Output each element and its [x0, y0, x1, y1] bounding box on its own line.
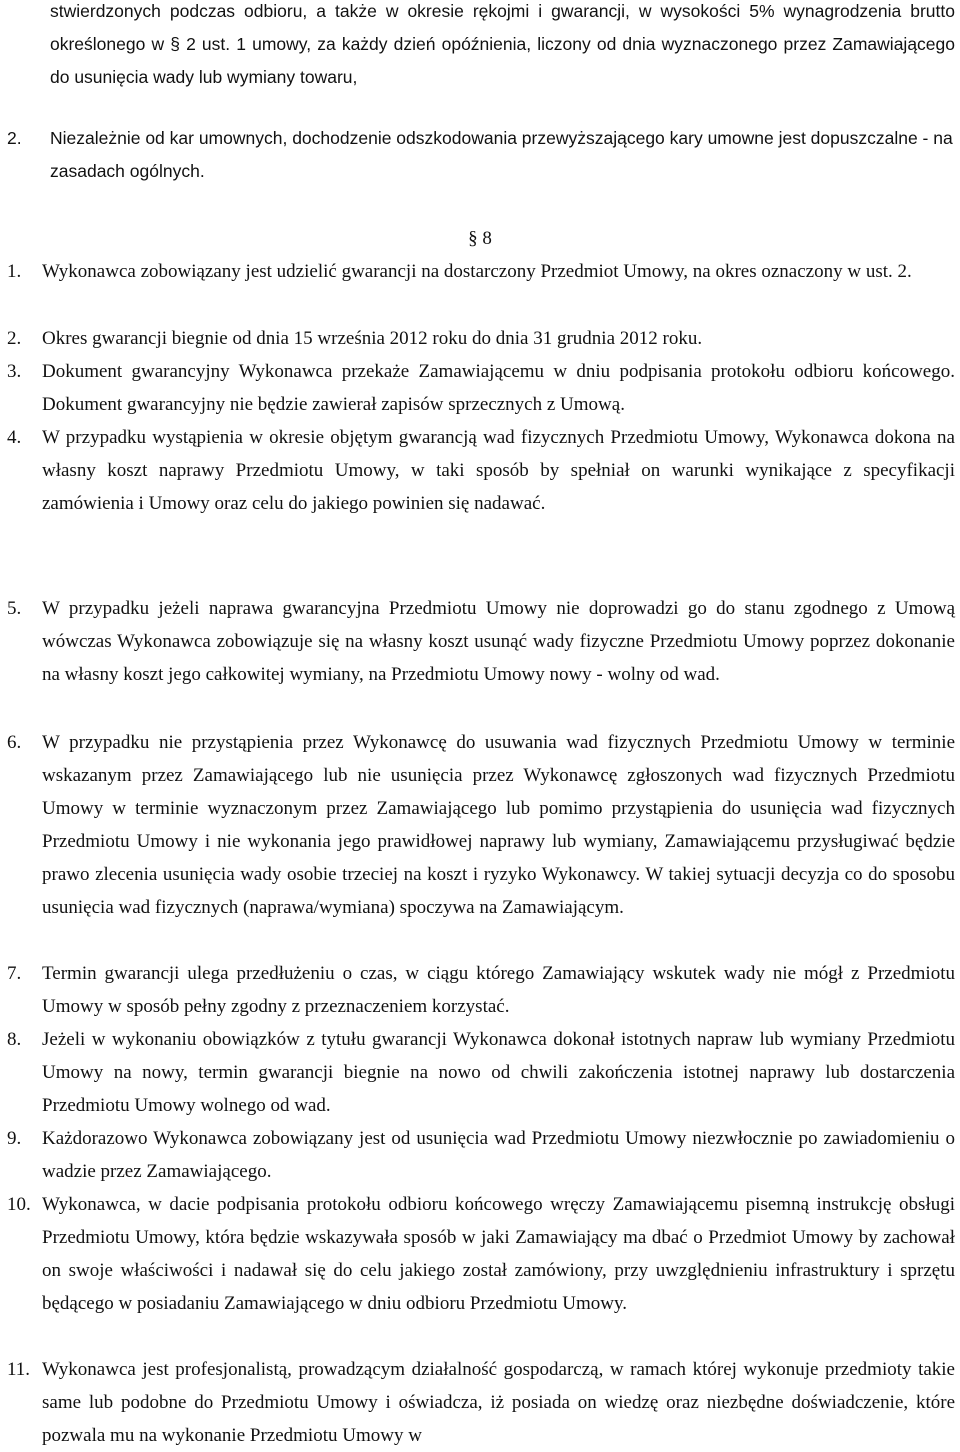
- item-text: Wykonawca zobowiązany jest udzielić gwarancji na dostarczony Przedmiot Umowy, na okres oznaczony w ust. 2.: [42, 261, 912, 282]
- item-text: W przypadku wystąpienia w okresie objętym gwarancją wad fizycznych Przedmiotu Umowy, Wykonawca dokona na własny koszt naprawy Przedmiotu Umowy, w taki sposób by spełniał on warunki wynikające z specyfikacji zamówienia i Umowy oraz celu do jakiego powinien się nadawać.: [42, 427, 955, 514]
- list-item: [7, 1353, 955, 1452]
- item-number: 5.: [7, 598, 22, 619]
- item-number: 1.: [7, 261, 22, 282]
- item-text: W przypadku nie przystąpienia przez Wykonawcę do usuwania wad fizycznych Przedmiotu Umowy w terminie wskazanym przez Zamawiającego lub nie usunięcia przez Wykonawcę zgłoszonych wad fizycznych Przedmiotu Umowy w terminie wyznaczonym przez Zamawiającego lub pomimo przystąpienia do usunięcia wad fizycznych Przedmiotu Umowy i nie wykonania jego prawidłowej naprawy lub wymiany, Zamawiającemu przysługiwać będzie prawo zlecenia usunięcia wady osobie trzeciej na koszt i ryzyko Wykonawcy. W takiej sytuacji decyzja co do sposobu usunięcia wad fizycznych (naprawa/wymiana) spoczywa na Zamawiającym.: [42, 732, 955, 918]
- item-number: 3.: [7, 361, 22, 382]
- item-text: Jeżeli w wykonaniu obowiązków z tytułu gwarancji Wykonawca dokonał istotnych napraw lub wymiany Przedmiotu Umowy na nowy, termin gwarancji biegnie na nowo od chwili zakończenia istotnej naprawy lub dostarczenia Przedmiotu Umowy wolnego od wad.: [42, 1029, 955, 1116]
- item-number: 7.: [7, 963, 22, 984]
- item-number: 6.: [7, 732, 22, 753]
- list-item: [7, 726, 955, 924]
- item-text: Wykonawca jest profesjonalistą, prowadzącym działalność gospodarczą, w ramach której wykonuje przedmioty takie same lub podobne do Przedmiotu Umowy i oświadcza, iż posiada on wiedzę oraz niezbędne doświadczenie, które pozwala mu na wykonanie Przedmiotu Umowy w: [42, 1359, 955, 1446]
- item-text: Okres gwarancji biegnie od dnia 15 września 2012 roku do dnia 31 grudnia 2012 roku.: [42, 328, 703, 349]
- list-item: [7, 1122, 955, 1188]
- list-item: [7, 957, 955, 1023]
- item-number: 4.: [7, 427, 22, 448]
- item-number: 2.: [7, 328, 22, 349]
- paragraph-2-text: Niezależnie od kar umownych, dochodzenie odszkodowania przewyższającego kary umowne jest dopuszczalne - na zasadach ogólnych.: [50, 128, 953, 181]
- item-text: Każdorazowo Wykonawca zobowiązany jest od usunięcia wad Przedmiotu Umowy niezwłocznie po zawiadomieniu o wadzie przez Zamawiającego.: [42, 1128, 955, 1182]
- item-number: 9.: [7, 1128, 22, 1149]
- section-heading: § 8: [468, 228, 492, 249]
- item-number: 11.: [7, 1359, 31, 1380]
- paragraph-2-number: 2.: [7, 128, 22, 148]
- continuation-paragraph: stwierdzonych podczas odbioru, a także w okresie rękojmi i gwarancji, w wysokości 5% wynagrodzenia brutto określonego w § 2 ust. 1 umowy, za każdy dzień opóźnienia, liczony od dnia wyznaczonego przez Zamawiającego do usunięcia wady lub wymiany towaru,: [50, 1, 955, 87]
- list-item: [7, 1188, 955, 1320]
- list-item: [7, 355, 955, 421]
- list-item: [7, 322, 955, 355]
- item-text: Wykonawca, w dacie podpisania protokołu odbioru końcowego wręczy Zamawiającemu pisemną instrukcję obsługi Przedmiotu Umowy, która będzie wskazywała sposób w jaki Zamawiający ma dbać o Przedmiot Umowy by zachował on swoje właściwości i nadawał się do celu jakiego został zamówiony, przy uwzględnieniu infrastruktury i sprzętu będącego w posiadaniu Zamawiającego w dniu odbioru Przedmiotu Umowy.: [42, 1194, 955, 1314]
- list-item: [7, 255, 955, 288]
- list-item: [7, 1023, 955, 1122]
- list-item: [7, 421, 955, 520]
- item-number: 8.: [7, 1029, 22, 1050]
- item-text: Dokument gwarancyjny Wykonawca przekaże Zamawiającemu w dniu podpisania protokołu odbioru końcowego. Dokument gwarancyjny nie będzie zawierał zapisów sprzecznych z Umową.: [42, 361, 955, 415]
- item-text: W przypadku jeżeli naprawa gwarancyjna Przedmiotu Umowy nie doprowadzi go do stanu zgodnego z Umową wówczas Wykonawca zobowiązuje się na własny koszt usunąć wady fizyczne Przedmiotu Umowy poprzez dokonanie na własny koszt jego całkowitej wymiany, na Przedmiotu Umowy nowy - wolny od wad.: [42, 598, 955, 685]
- item-text: Termin gwarancji ulega przedłużeniu o czas, w ciągu którego Zamawiający wskutek wady nie mógł z Przedmiotu Umowy w sposób pełny zgodny z przeznaczeniem korzystać.: [42, 963, 955, 1017]
- paragraph-2: [7, 122, 955, 188]
- item-number: 10.: [7, 1194, 31, 1215]
- list-item: [7, 592, 955, 691]
